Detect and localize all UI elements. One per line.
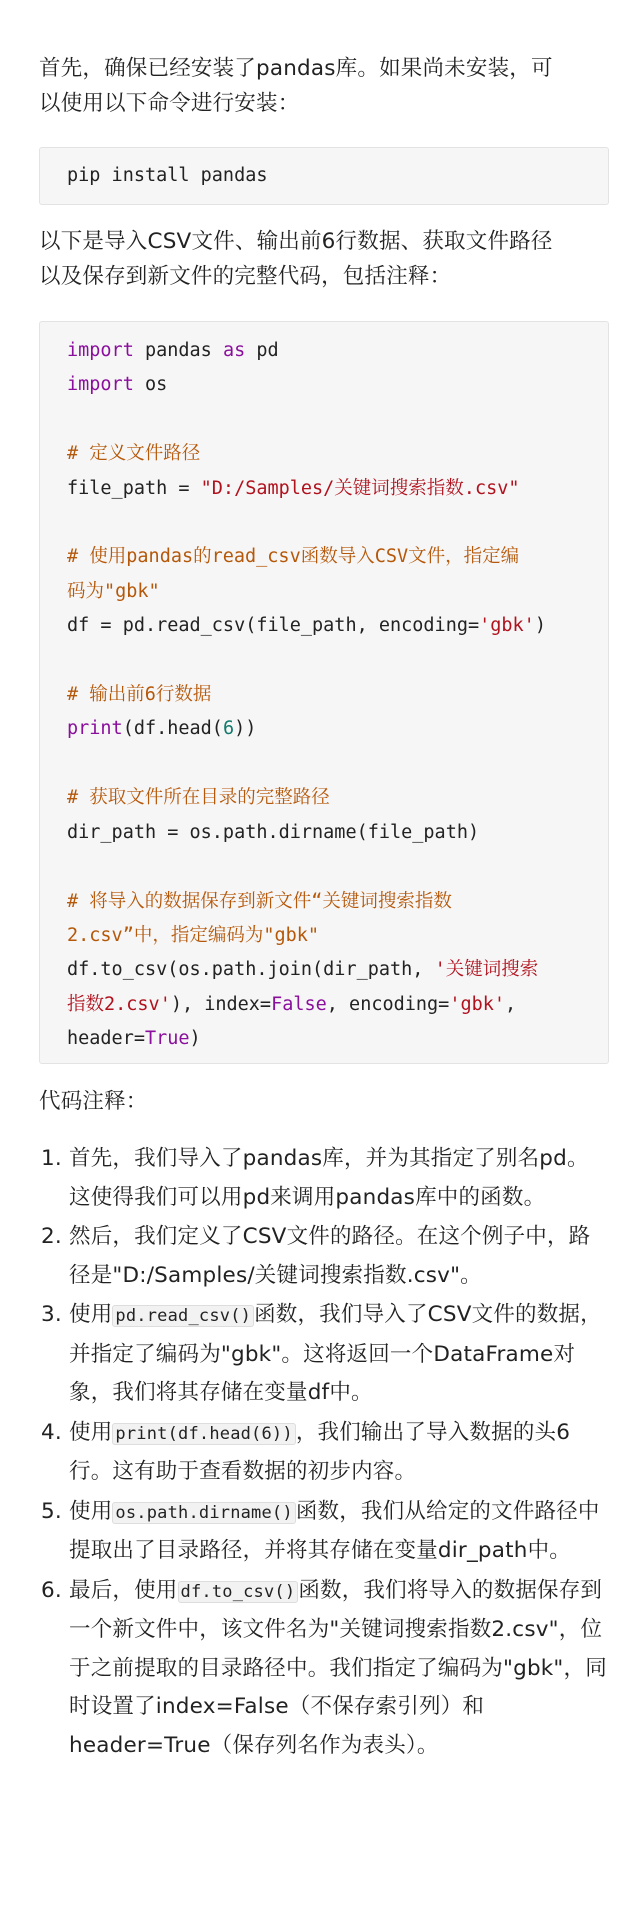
notes-heading: 代码注释： xyxy=(39,1089,148,1114)
list-item xyxy=(69,1572,609,1766)
inline-code: df.to_csv() xyxy=(178,1581,299,1603)
code-string: 'gbk' xyxy=(479,615,535,637)
note-text: 最后，使用 xyxy=(69,1577,178,1603)
lead-line-1: 以下是导入CSV文件、输出前6行数据、获取文件路径 xyxy=(39,229,553,254)
intro-paragraph xyxy=(39,52,609,121)
list-item xyxy=(69,1414,609,1492)
code-text: , encoding= xyxy=(326,993,450,1015)
code-string: 'gbk' xyxy=(449,993,506,1015)
lead-line-2: 以及保存到新文件的完整代码，包括注释： xyxy=(39,263,452,289)
code-text: ) xyxy=(534,615,546,637)
note-text: 使用 xyxy=(69,1419,113,1445)
code-text: file_path = xyxy=(67,477,201,499)
note-text: 使用 xyxy=(69,1302,113,1327)
notes-list xyxy=(39,1140,609,1766)
install-command: pip install pandas xyxy=(67,165,268,186)
list-item xyxy=(69,1296,609,1413)
code-comment: # 将导入的数据保存到新文件“关键词搜索指数 xyxy=(67,890,452,912)
note-text: ，我们输出了导入数据的头6行。这有助于查看数据的初步内容。 xyxy=(69,1419,571,1484)
code-text: pandas xyxy=(133,340,223,361)
intro-line-2: 以使用以下命令进行安装： xyxy=(39,90,300,116)
note-text: 函数，我们从给定的文件路径中提取出了目录路径，并将其存储在变量dir_path中。 xyxy=(69,1498,600,1563)
list-item xyxy=(69,1218,609,1295)
code-comment: 2.csv”中，指定编码为"gbk" xyxy=(67,924,320,946)
intro-line-1: 首先，确保已经安装了pandas库。如果尚未安装，可 xyxy=(39,56,553,81)
code-text: ) xyxy=(189,1028,201,1050)
code-text: header= xyxy=(67,1028,145,1050)
note-text: 函数，我们导入了CSV文件的数据，并指定了编码为"gbk"。这将返回一个DataFrame对象，我们将其存储在变量df中。 xyxy=(69,1302,602,1405)
keyword: import xyxy=(67,340,134,361)
code-text: )) xyxy=(234,718,257,740)
code-text: pd xyxy=(245,340,279,361)
code-text: ), index= xyxy=(170,993,272,1015)
lead-paragraph xyxy=(39,225,609,294)
code-comment: # 定义文件路径 xyxy=(67,443,201,465)
keyword: False xyxy=(271,993,327,1015)
code-text: dir_path = os.path.dirname(file_path) xyxy=(67,821,480,843)
code-listing xyxy=(67,334,546,1057)
list-item xyxy=(69,1140,609,1217)
code-text: os xyxy=(133,374,168,396)
code-text: , xyxy=(505,993,517,1015)
note-text: 首先，我们导入了pandas库，并为其指定了别名pd。这使得我们可以用pd来调用pandas库中的函数。 xyxy=(69,1146,589,1210)
code-comment: # 输出前6行数据 xyxy=(67,684,212,706)
code-text: df.to_csv(os.path.join(dir_path, xyxy=(67,959,435,981)
code-comment: # 获取文件所在目录的完整路径 xyxy=(67,787,330,809)
code-comment: 码为"gbk" xyxy=(67,580,160,602)
code-string: "D:/Samples/关键词搜索指数.csv" xyxy=(200,477,520,499)
keyword: True xyxy=(144,1028,190,1050)
builtin-function: print xyxy=(67,718,123,740)
main-code-block xyxy=(39,321,609,1064)
keyword: import xyxy=(67,374,134,396)
note-text: 然后，我们定义了CSV文件的路径。在这个例子中，路径是"D:/Samples/关键词搜索指数.csv"。 xyxy=(69,1224,591,1288)
code-string: 指数2.csv' xyxy=(67,993,171,1015)
inline-code: os.path.dirname() xyxy=(112,1502,295,1524)
note-text: 函数，我们将导入的数据保存到一个新文件中，该文件名为"关键词搜索指数2.csv"，位于之前提取的目录路径中。我们指定了编码为"gbk"，同时设置了index=False（不保存索引列）和header=True（保存列名作为表头）。 xyxy=(69,1577,607,1758)
code-comment: # 使用pandas的read_csv函数导入CSV文件，指定编 xyxy=(67,546,520,568)
keyword: as xyxy=(222,340,246,361)
inline-code: pd.read_csv() xyxy=(112,1305,254,1327)
code-string: '关键词搜索 xyxy=(434,959,539,981)
list-item xyxy=(69,1493,609,1571)
code-text: df = pd.read_csv(file_path, encoding= xyxy=(67,615,480,637)
code-number: 6 xyxy=(222,718,235,740)
code-text: (df.head( xyxy=(122,718,223,740)
note-text: 使用 xyxy=(69,1498,113,1524)
inline-code: print(df.head(6)) xyxy=(112,1423,295,1445)
install-code-block xyxy=(39,147,609,205)
